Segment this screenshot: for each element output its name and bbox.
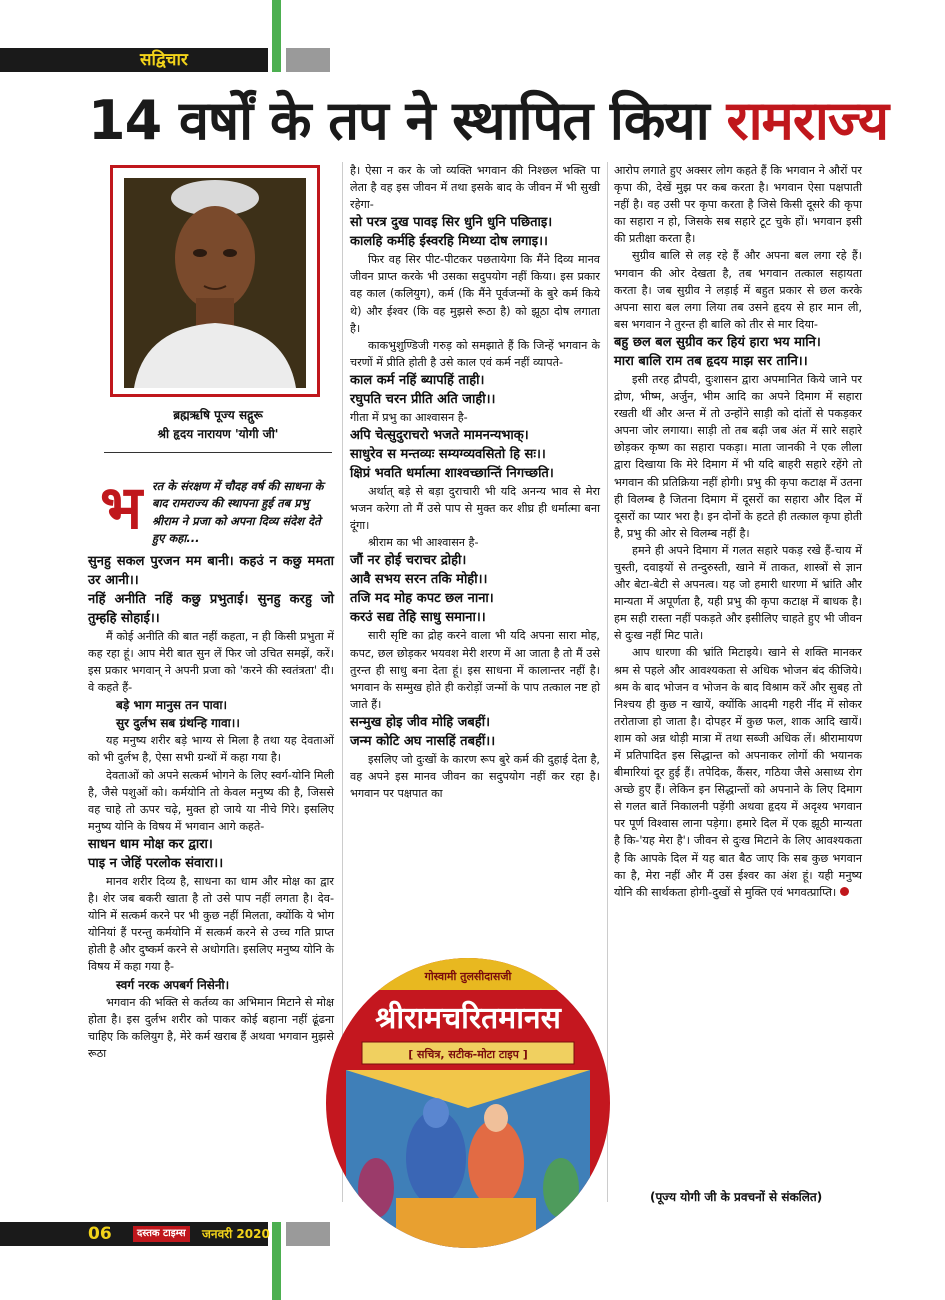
section-label: सद्विचार (140, 50, 188, 70)
body-paragraph: इसी तरह द्रौपदी, दुःशासन द्वारा अपमानित किये जाने पर द्रोण, भीष्म, अर्जुन, भीम आदि का अपने दिमाग में सहारा रखती थीं और अन्त में तो उन्होंने साड़ी को दांतों से पकड़कर अपना जोर लगाया। साड़ी तो तब बढ़ी जब अंत में सारे सहारे छोड़कर कृष्ण का सहारा पकड़ा। माता जानकी ने एक लीला द्वारा दिखाया कि मेरे दिमाग में भी यदि बाहरी सहारे रहेंगे तो भगवान की प्रतिक्रिया नहीं होगी। प्रभु की कृपा कटाक्ष में उतना ही विलम्ब है जितना दिमाग में दूसरों का सहारा और दिल में दूसरों का प्यार भरा है। इन दोनों के हटते ही तत्काल कृपा होती है, प्रभु की ओर से विलम्ब नहीं है। (614, 372, 862, 540)
source-credit-text: (पूज्य योगी जी के प्रवचनों से संकलित) (650, 1190, 823, 1204)
page-title (88, 84, 888, 158)
section-label-bar (0, 48, 268, 72)
drop-cap: भ (100, 473, 143, 543)
verse-line: रघुपति चरन प्रीति अति जाही।। (350, 391, 496, 407)
verse-line: तजि मद मोह कपट छल नाना। (350, 591, 494, 607)
body-paragraph: फिर वह सिर पीट-पीटकर पछतायेगा कि मैंने दिव्य मानव जीवन प्राप्त करके भी उसका सदुपयोग नहीं किया। इस प्रकार वह काल (कलियुग), कर्म (कि मैंने पूर्वजन्मों के बुरे कर्म किये थे) और ईश्वर (कि वह मुझसे रूठा है) को झूठा दोष लगाता है। (350, 253, 600, 335)
caption-divider (104, 452, 332, 453)
body-paragraph: हमने ही अपने दिमाग में गलत सहारे पकड़ रखे हैं-चाय में चुस्ती, दवाइयों से तन्दुरुस्ती, खाने में ताकत, शास्त्रों से ज्ञान और बेटा-बेटी से अपनत्व। यह जो हमारी धारणा में भ्रांति और मान्यता में अपूर्णता है, यही प्रभु की कृपा कटाक्ष में बाधक है। हम सही रास्ता नहीं पकड़ते और इसीलिए चाहते हुए भी जीवन से दुःख नहीं मिट पाते। (614, 543, 862, 643)
body-paragraph: आप धारणा की भ्रांति मिटाइये। खाने से शक्ति मानकर श्रम से पहले और आवश्यकता से अधिक भोजन बंद कीजिये। श्रम के बाद भोजन व भोजन के बाद विश्राम करें और सुबह तो निश्चय ही कुछ न खायें, क्योंकि आदमी गहरी नींद में सोकर तरोताजा हो जाता है। दोपहर में कुछ फल, शाक आदि खायें। शाम को अन्न थोड़ी मात्रा में तथा सब्जी अधिक लें। श्रीरामायण में प्रतिपादित इस सिद्धान्त को अपनाकर लोगों की भयानक बीमारियां दूर हुई हैं। तपेदिक, कैंसर, गठिया जैसे असाध्य रोग अच्छे हुए हैं। लेकिन इन सिद्धान्तों को अपनाने के लिए दिमाग से गलत बातें निकालनी पड़ेंगी अथवा हृदय में अदृश्य भगवान पर पूर्ण विश्वास लाना पड़ेगा। हमारे दिल में एक झूठी मान्यता है कि-'यह मेरा है'। जीवन से दुःख मिटाने के लिए आवश्यकता है कि आपके दिल में यह बात बैठ जाए कि सब कुछ भगवान का है, मेरा नहीं और मैं उस ईश्वर का अंश हूं। यही मनुष्य योनि की सार्थकता होगी-दुखों से मुक्ति एवं भगवत्प्राप्ति। (614, 646, 862, 899)
body-paragraph: भगवान की भक्ति से कर्तव्य का अभिमान मिटाने से मोक्ष होता है। इस दुर्लभ शरीर को पाकर कोई बहाना नहीं ढूंढना चाहिए कि कलियुग है, मेरे कर्म खराब हैं अथवा भगवान मुझसे रूठा (88, 995, 334, 1060)
portrait-photo (124, 178, 306, 388)
verse-line: आवै सभय सरन तकि मोही।। (350, 572, 488, 588)
issue-date: जनवरी 2020 (202, 1227, 270, 1241)
article-column-1 (88, 552, 334, 1062)
footer-gray-block (286, 1222, 330, 1246)
body-paragraph: है। ऐसा न कर के जो व्यक्ति भगवान की निश्छल भक्ति पा लेता है वह इस जीवन में तथा इसके बाद के जीवन में भी सुखी रहेगा- (350, 164, 600, 212)
portrait-caption-line2: श्री हृदय नारायण 'योगी जी' (157, 427, 279, 441)
verse-line: अपि चेत्सुदुराचरो भजते मामनन्यभाक्। (350, 428, 529, 444)
verse-line: क्षिप्रं भवति धर्मात्मा शाश्वच्छान्तिं निगच्छति। (350, 466, 554, 482)
book-subtitle: [ सचित्र, सटीक-मोटा टाइप ] (408, 1048, 528, 1061)
verse-line: सुनहु सकल पुरजन मम बानी। कहउं न कछु ममता उर आनी।। (88, 554, 334, 588)
verse-line: बड़े भाग मानुस तन पावा। (116, 698, 228, 713)
article-column-2 (350, 162, 600, 802)
verse-line: सुर दुर्लभ सब ग्रंथन्हि गावा।। (116, 716, 240, 731)
verse-line: कालहि कर्महि ईस्वरहि मिथ्या दोष लगाइ।। (350, 234, 548, 250)
body-paragraph: गीता में प्रभु का आश्वासन है- (350, 410, 468, 424)
body-paragraph: इसलिए जो दुःखों के कारण रूप बुरे कर्म की दुहाई देता है, वह अपने इस मानव जीवन का सदुपयोग नहीं कर रहा है। भगवान पर पक्षपात का (350, 752, 600, 801)
verse-line: स्वर्ग नरक अपबर्ग निसेनी। (116, 977, 230, 992)
column-divider (607, 162, 608, 1202)
body-paragraph: अर्थात् बड़े से बड़ा दुराचारी भी यदि अनन्य भाव से मेरा भजन करेगा तो मैं उसे पाप से मुक्त कर शीघ्र ही धर्मात्मा बना दूंगा। (350, 485, 600, 533)
header-green-stripe (272, 0, 281, 72)
intro-text: रत के संरक्षण में चौदह वर्ष की साधना के बाद रामराज्य की स्थापना हुई तब प्रभु श्रीराम ने प्रजा को अपना दिव्य संदेश देते हुए कहा... (152, 479, 324, 546)
verse-line: करउं सद्य तेहि साधु समाना।। (350, 610, 486, 626)
body-paragraph: यह मनुष्य शरीर बड़े भाग्य से मिला है तथा यह देवताओं को भी दुर्लभ है, ऐसा सभी ग्रन्थों में कहा गया है। (88, 734, 334, 765)
verse-line: नहिं अनीति नहिं कछु प्रभुताई। सुनहु करहु जो तुम्हहि सोहाई।। (88, 592, 334, 626)
end-mark (840, 887, 849, 896)
verse-line: जन्म कोटि अघ नासहिं तबहीं।। (350, 733, 496, 749)
portrait-illustration (124, 178, 306, 388)
body-paragraph: काकभुशुण्डिजी गरुड़ को समझाते हैं कि जिन्हें भगवान के चरणों में प्रीति होती है उसे काल एवं कर्म नहीं व्यापते- (350, 338, 600, 369)
verse-line: सन्मुख होइ जीव मोहि जबहीं। (350, 714, 491, 730)
verse-line: जौं नर होई चराचर द्रोही। (350, 553, 467, 569)
verse-line: मारा बालि राम तब हृदय माझ सर तानि।। (614, 353, 808, 369)
source-credit (650, 1188, 822, 1205)
body-paragraph: मानव शरीर दिव्य है, साधना का धाम और मोक्ष का द्वार है। शेर जब बकरी खाता है तो उसे पाप नहीं लगता है। देव-योनि में सत्कर्म करने पर भी कुछ नहीं मिलता, क्योंकि ये भोग योनियां हैं परन्तु कर्मयोनि में सत्कर्म करने से उच्च गति प्राप्त होती है और दुष्कर्म करने से अधोगति। इसलिए मनुष्य योनि के विषय में कहा गया है- (88, 874, 334, 974)
footer-green-stripe (272, 1222, 281, 1300)
body-paragraph: देवताओं को अपने सत्कर्म भोगने के लिए स्वर्ग-योनि मिली है, जैसे पशुओं को। कर्मयोनि तो केवल मनुष्य की है, जिससे वह चाहे तो ऊपर चढ़े, मुक्त हो जाये या नीचे गिरे। इसलिए मनुष्य योनि के विषय में भगवान आगे कहते- (88, 768, 334, 833)
book-top-text: गोस्वामी तुलसीदासजी (424, 970, 512, 983)
portrait-caption-line1: ब्रह्मऋषि पूज्य सद्गुरू (173, 408, 263, 422)
book-cover-image (326, 958, 610, 1248)
verse-line: साधुरेव स मन्तव्यः सम्यग्व्यवसितो हि सः।। (350, 447, 546, 463)
verse-line: काल कर्म नहिं ब्यापहिं ताही। (350, 372, 485, 388)
page-number: 06 (88, 1224, 112, 1244)
verse-line: बहु छल बल सुग्रीव कर हियं हारा भय मानि। (614, 334, 821, 350)
body-paragraph: सारी सृष्टि का द्रोह करने वाला भी यदि अपना सारा मोह, कपट, छल छोड़कर भयवश मेरी शरण में आ जाता है तो मैं उसे तुरन्त ही साधु बना देता हूं। इस साधना में कालान्तर नहीं है। भगवान के सम्मुख होते ही करोड़ों जन्मों के पाप तत्काल नष्ट हो जाते हैं। (350, 629, 600, 711)
header-gray-block (286, 48, 330, 72)
article-column-3 (614, 162, 862, 901)
book-cover-illustration (326, 958, 610, 1248)
body-paragraph: सुग्रीव बालि से लड़ रहे हैं और अपना बल लगा रहे हैं। भगवान की ओर देखता है, तब भगवान तत्काल सहायता करता है। जब सुग्रीव ने लड़ाई में बहुत प्रकार से छल करके अपना सारा बल लगा लिया तब उसने हृदय से हार मान ली, बस भगवान ने तुरन्त ही बालि को तीर से मार दिया- (614, 249, 862, 331)
book-title: श्रीरामचरितमानस (375, 1001, 561, 1036)
body-paragraph: श्रीराम का भी आश्वासन है- (368, 536, 479, 550)
magazine-logo: दस्तक टाइम्स (133, 1226, 190, 1242)
verse-line: सो परत्र दुख पावइ सिर धुनि धुनि पछिताइ। (350, 215, 553, 231)
verse-line: पाइ न जेहिं परलोक संवारा।। (88, 855, 224, 871)
body-paragraph: आरोप लगाते हुए अक्सर लोग कहते हैं कि भगवान ने औरों पर कृपा की, देखें मुझ पर कब करता है। भगवान ऐसा पक्षपाती नहीं है। वह उसी पर कृपा करता है जिसे किसी दूसरे की कृपा का सहारा न हो, जिसके सब सहारे टूट चुके हों। भगवान इसी की प्रतीक्षा करता है। (614, 164, 862, 246)
verse-line: साधन धाम मोक्ष कर द्वारा। (88, 836, 213, 852)
title-red-part: रामराज्य (726, 89, 889, 152)
body-paragraph: मैं कोई अनीति की बात नहीं कहता, न ही किसी प्रभुता में कह रहा हूं। आप मेरी बात सुन लें फिर जो उचित समझें, करें। इस प्रकार भगवान् ने अपनी प्रजा को 'करने की स्वतंत्रता' दी। वे कहते हैं- (88, 630, 334, 695)
title-black-part: 14 वर्षों के तप ने स्थापित किया (88, 89, 727, 152)
